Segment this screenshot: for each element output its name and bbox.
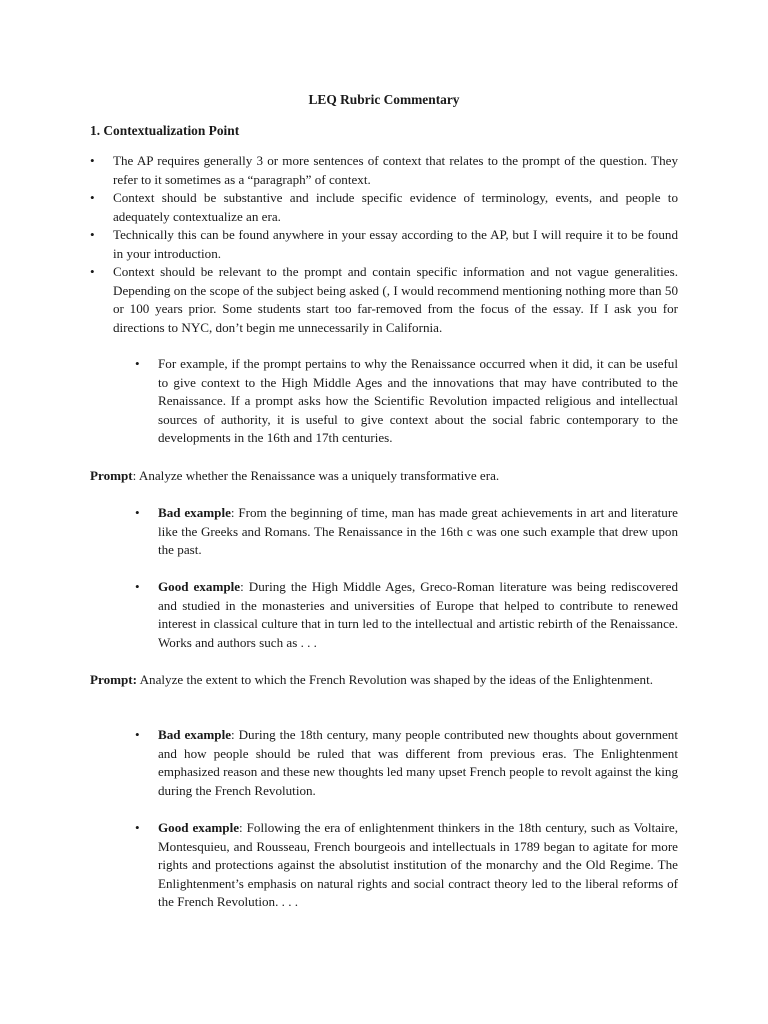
list-item-text: The AP requires generally 3 or more sentences of context that relates to the prompt of the question. They refer to it sometimes as a “paragraph” of context.: [113, 153, 678, 187]
bullet-icon: •: [135, 356, 140, 371]
prompt-label: Prompt:: [90, 672, 138, 687]
main-bullet-list: [90, 152, 678, 337]
list-item: [90, 152, 678, 189]
list-item: [90, 263, 678, 337]
prompt-label: Prompt: [90, 468, 133, 483]
bullet-icon: •: [90, 227, 95, 242]
bullet-icon: •: [90, 153, 95, 168]
bad-example-label: Bad example: [158, 505, 231, 520]
document-title: LEQ Rubric Commentary: [308, 92, 460, 107]
prompt-1: [90, 467, 678, 486]
good-example-text: : During the High Middle Ages, Greco-Roman literature was being rediscovered and studied in the monasteries and universities of Europe that helped to contribute to renewed interest in classical culture that in turn led to the intellectual and artistic rebirth of the Renaissance. Works and authors such as . . .: [158, 579, 678, 650]
prompt-2: [90, 671, 678, 690]
list-item: [135, 355, 678, 448]
list-item: [135, 726, 678, 800]
prompt-1-good-example: [135, 578, 678, 652]
section-heading: 1. Contextualization Point: [90, 123, 240, 138]
good-example-text: : Following the era of enlightenment thinkers in the 18th century, such as Voltaire, Montesquieu, and Rousseau, French bourgeois and intellectuals in 1789 began to agitate for more rights and protections against the absolutist institution of the monarchy and the Old Regime. The Enlightenment’s emphasis on natural rights and social contract theory led to the liberal reforms of the French Revolution. . . .: [158, 820, 678, 909]
prompt-2-bad-example: [135, 726, 678, 800]
list-item: [135, 578, 678, 652]
list-item: [135, 819, 678, 912]
bullet-icon: •: [135, 820, 140, 835]
list-item: [90, 226, 678, 263]
bullet-icon: •: [90, 190, 95, 205]
context-example-text: For example, if the prompt pertains to why the Renaissance occurred when it did, it can be useful to give context to the High Middle Ages and the innovations that may have contributed to the Renaissance. If a prompt asks how the Scientific Revolution impacted religious and intellectual sources of authority, it is useful to give context about the social fabric contemporary to the developments in the 16th and 17th centuries.: [158, 356, 678, 445]
list-item-text: Context should be relevant to the prompt and contain specific information and not vague generalities. Depending on the scope of the subject being asked (, I would recommend mentioning nothing more than 50 or 100 years prior. Some students start too far-removed from the focus of the essay. If I ask you for directions to NYC, don’t begin me unnecessarily in California.: [113, 264, 678, 335]
good-example-label: Good example: [158, 579, 241, 594]
bad-example-label: Bad example: [158, 727, 232, 742]
list-item-text: Technically this can be found anywhere in your essay according to the AP, but I will require it to be found in your introduction.: [113, 227, 678, 261]
bad-example-text: : From the beginning of time, man has made great achievements in art and literature like the Greeks and Romans. The Renaissance in the 16th c was one such example that drew upon the past.: [158, 505, 678, 557]
prompt-1-bad-example: [135, 504, 678, 560]
good-example-label: Good example: [158, 820, 240, 835]
context-example-block: [135, 355, 678, 448]
prompt-text: Analyze the extent to which the French Revolution was shaped by the ideas of the Enlightenment.: [137, 672, 654, 687]
prompt-2-good-example: [135, 819, 678, 912]
bullet-icon: •: [135, 579, 140, 594]
list-item: [90, 189, 678, 226]
bad-example-text: : During the 18th century, many people contributed new thoughts about government and how people should be ruled that was different from previous eras. The Enlightenment emphasized reason and these new thoughts led many upset French people to revolt against the king during the French Revolution.: [158, 727, 678, 798]
bullet-icon: •: [135, 505, 140, 520]
bullet-icon: •: [135, 727, 140, 742]
bullet-icon: •: [90, 264, 95, 279]
list-item: [135, 504, 678, 560]
list-item-text: Context should be substantive and include specific evidence of terminology, events, and people to adequately contextualize an era.: [113, 190, 678, 224]
prompt-text: : Analyze whether the Renaissance was a uniquely transformative era.: [132, 468, 500, 483]
